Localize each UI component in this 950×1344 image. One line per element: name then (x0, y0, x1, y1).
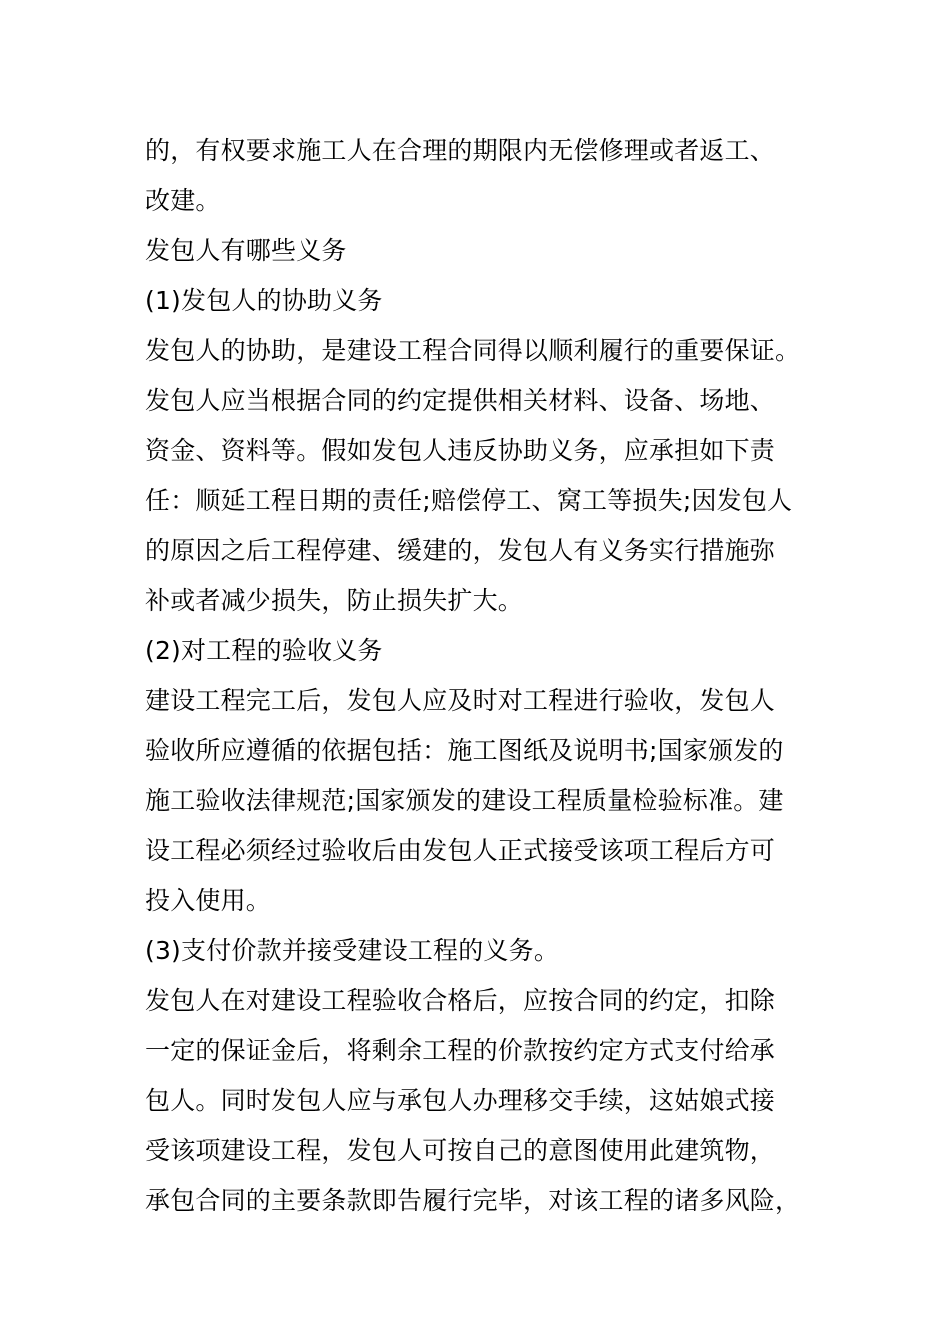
text-line: 包人。同时发包人应与承包人办理移交手续，这姑娘式接 (145, 1086, 776, 1115)
text-line: 任：顺延工程日期的责任;赔偿停工、窝工等损失;因发包人 (145, 486, 793, 515)
section-heading: 发包人有哪些义务 (145, 236, 347, 265)
text-line: 发包人应当根据合同的约定提供相关材料、设备、场地、 (145, 386, 776, 415)
text-line: 的，有权要求施工人在合理的期限内无偿修理或者返工、 (145, 136, 776, 165)
text-line: 改建。 (145, 186, 221, 215)
text-line: 承包合同的主要条款即告履行完毕，对该工程的诸多风险， (145, 1186, 801, 1215)
text-line: 资金、资料等。假如发包人违反协助义务，应承担如下责 (145, 436, 776, 465)
text-line: 设工程必须经过验收后由发包人正式接受该项工程后方可 (145, 836, 776, 865)
text-line: 投入使用。 (145, 886, 272, 915)
text-line: 验收所应遵循的依据包括：施工图纸及说明书;国家颁发的 (145, 736, 784, 765)
document-body (145, 126, 815, 1226)
text-line: 施工验收法律规范;国家颁发的建设工程质量检验标准。建 (145, 786, 784, 815)
subsection-heading: (1)发包人的协助义务 (145, 286, 383, 315)
text-line: 发包人在对建设工程验收合格后，应按合同的约定，扣除 (145, 986, 776, 1015)
text-line: 发包人的协助，是建设工程合同得以顺利履行的重要保证。 (145, 336, 801, 365)
subsection-heading: (3)支付价款并接受建设工程的义务。 (145, 936, 560, 965)
text-line: 受该项建设工程，发包人可按自己的意图使用此建筑物， (145, 1136, 776, 1165)
subsection-heading: (2)对工程的验收义务 (145, 636, 383, 665)
text-line: 一定的保证金后，将剩余工程的价款按约定方式支付给承 (145, 1036, 776, 1065)
text-line: 补或者减少损失，防止损失扩大。 (145, 586, 524, 615)
text-line: 建设工程完工后，发包人应及时对工程进行验收，发包人 (145, 686, 776, 715)
text-line: 的原因之后工程停建、缓建的，发包人有义务实行措施弥 (145, 536, 776, 565)
